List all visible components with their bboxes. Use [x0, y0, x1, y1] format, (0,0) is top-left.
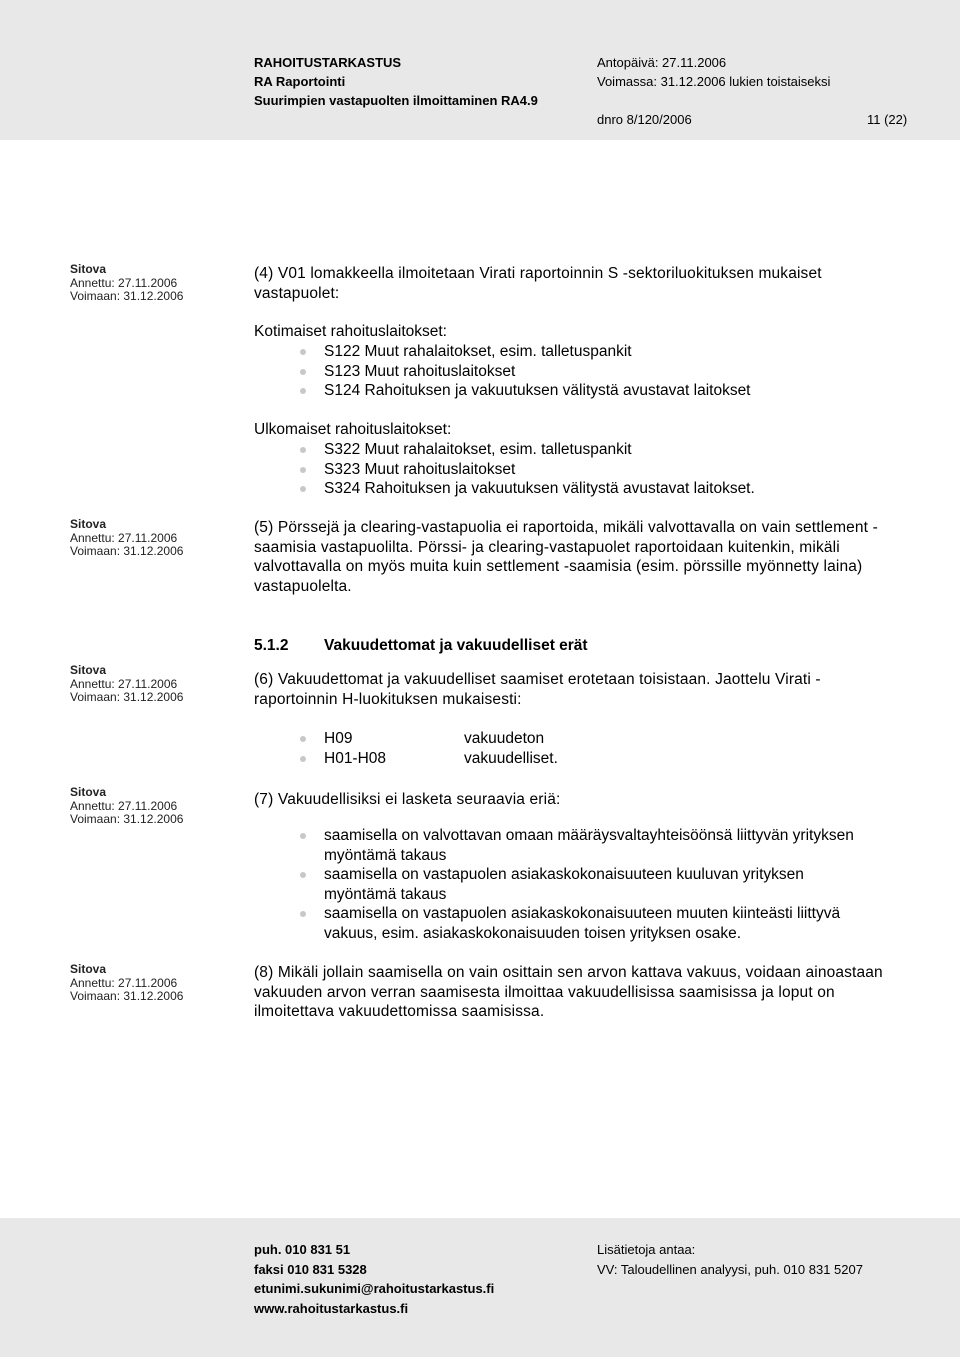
- domestic-label: Kotimaiset rahoituslaitokset:: [254, 323, 447, 340]
- stamp-given: Annettu: 27.11.2006: [70, 275, 178, 290]
- paragraph-7: (7) Vakuudellisiksi ei lasketa seuraavia eriä:: [254, 791, 561, 808]
- footer-contact: [254, 1240, 494, 1318]
- list-item: saamisella on valvottavan omaan määräysvaltayhteisöönsä liittyvän yrityksen myöntämä takaus: [300, 826, 880, 865]
- list-item: S323 Muut rahoituslaitokset: [300, 460, 755, 480]
- class-code: H01-H08: [324, 749, 387, 767]
- footer-email: etunimi.sukunimi@rahoitustarkastus.fi: [254, 1281, 495, 1296]
- section-number: 5.1.2: [254, 637, 289, 654]
- header-issued: Antopäivä: 27.11.2006: [597, 55, 727, 70]
- stamp-status: Sitova: [70, 262, 107, 276]
- stamp-status: Sitova: [70, 517, 107, 531]
- header-valid: Voimassa: 31.12.2006 lukien toistaiseksi: [597, 74, 831, 89]
- class-label: vakuudelliset.: [464, 749, 558, 767]
- status-stamp: [70, 518, 183, 559]
- paragraph-4: (4) V01 lomakkeella ilmoitetaan Virati raportoinnin S -sektoriluokituksen mukaiset vastapuolet:: [254, 265, 822, 302]
- foreign-list: [300, 440, 755, 499]
- stamp-effective: Voimaan: 31.12.2006: [70, 690, 184, 704]
- footer-web: www.rahoitustarkastus.fi: [254, 1300, 409, 1316]
- paragraph-5: (5) Pörssejä ja clearing-vastapuolia ei raportoida, mikäli valvottavalla on vain settlement -saamisia vastapuolilta. Pörssi- ja clearing-vastapuolet raportoidaan kuitenkin, mikäli valvottavalla on myös muita kuin settlement -saamisia (esim. pörssille myönnetty laina) vastapuolelta.: [254, 519, 878, 595]
- section-title: Vakuudettomat ja vakuudelliset erät: [324, 637, 588, 654]
- stamp-given: Annettu: 27.11.2006: [70, 798, 178, 813]
- stamp-given: Annettu: 27.11.2006: [70, 676, 178, 691]
- exclusion-list: [300, 826, 880, 943]
- list-item: S123 Muut rahoituslaitokset: [300, 362, 751, 382]
- domestic-list: [300, 342, 751, 401]
- class-label: vakuudeton: [464, 730, 545, 747]
- status-stamp: [70, 263, 183, 304]
- stamp-effective: Voimaan: 31.12.2006: [70, 812, 184, 826]
- footer-phone: puh. 010 831 51: [254, 1242, 351, 1257]
- list-item: [300, 729, 558, 749]
- status-stamp: [70, 664, 183, 705]
- header-left: [254, 53, 538, 110]
- header-series: RA Raportointi: [254, 74, 346, 89]
- stamp-effective: Voimaan: 31.12.2006: [70, 989, 184, 1003]
- paragraph-6: (6) Vakuudettomat ja vakuudelliset saamiset erotetaan toisistaan. Jaottelu Virati -raportoinnin H-luokituksen mukaisesti:: [254, 671, 821, 708]
- header-doc-title: Suurimpien vastapuolten ilmoittaminen RA4.9: [254, 93, 538, 108]
- stamp-effective: Voimaan: 31.12.2006: [70, 544, 184, 558]
- header-org: RAHOITUSTARKASTUS: [254, 55, 402, 70]
- class-code: H09: [324, 730, 353, 747]
- list-item: S122 Muut rahalaitokset, esim. talletuspankit: [300, 342, 751, 362]
- list-item: S124 Rahoituksen ja vakuutuksen välitystä avustavat laitokset: [300, 381, 751, 401]
- header-right: [597, 53, 908, 127]
- footer-info-contact: VV: Taloudellinen analyysi, puh. 010 831 5207: [597, 1261, 863, 1277]
- list-item: S322 Muut rahalaitokset, esim. talletuspankit: [300, 440, 755, 460]
- status-stamp: [70, 786, 183, 827]
- list-item: saamisella on vastapuolen asiakaskokonaisuuteen kuuluvan yrityksen myöntämä takaus: [300, 865, 880, 904]
- stamp-given: Annettu: 27.11.2006: [70, 975, 178, 990]
- footer-info-label: Lisätietoja antaa:: [597, 1242, 696, 1257]
- stamp-status: Sitova: [70, 962, 107, 976]
- list-item: S324 Rahoituksen ja vakuutuksen välitystä avustavat laitokset.: [300, 479, 755, 499]
- footer-fax: faksi 010 831 5328: [254, 1261, 367, 1277]
- header-page-number: 11 (22): [867, 112, 908, 127]
- footer-info: [597, 1240, 863, 1279]
- stamp-effective: Voimaan: 31.12.2006: [70, 289, 184, 303]
- stamp-given: Annettu: 27.11.2006: [70, 530, 178, 545]
- status-stamp: [70, 963, 183, 1004]
- stamp-status: Sitova: [70, 785, 107, 799]
- stamp-status: Sitova: [70, 663, 107, 677]
- classification-list: [300, 729, 558, 768]
- list-item: saamisella on vastapuolen asiakaskokonaisuuteen muuten kiinteästi liittyvä vakuus, esim. asiakaskokonaisuuden toisen yrityksen osake.: [300, 904, 880, 943]
- header-dnro: dnro 8/120/2006: [597, 112, 692, 127]
- list-item: [300, 749, 558, 769]
- paragraph-8: (8) Mikäli jollain saamisella on vain osittain sen arvon kattava vakuus, voidaan ainoastaan vakuuden arvon verran saamisesta ilmoittaa vakuudellisissa saamisissa ja loput on ilmoitettava vakuudettomissa saamisissa.: [254, 964, 883, 1020]
- foreign-label: Ulkomaiset rahoituslaitokset:: [254, 421, 452, 438]
